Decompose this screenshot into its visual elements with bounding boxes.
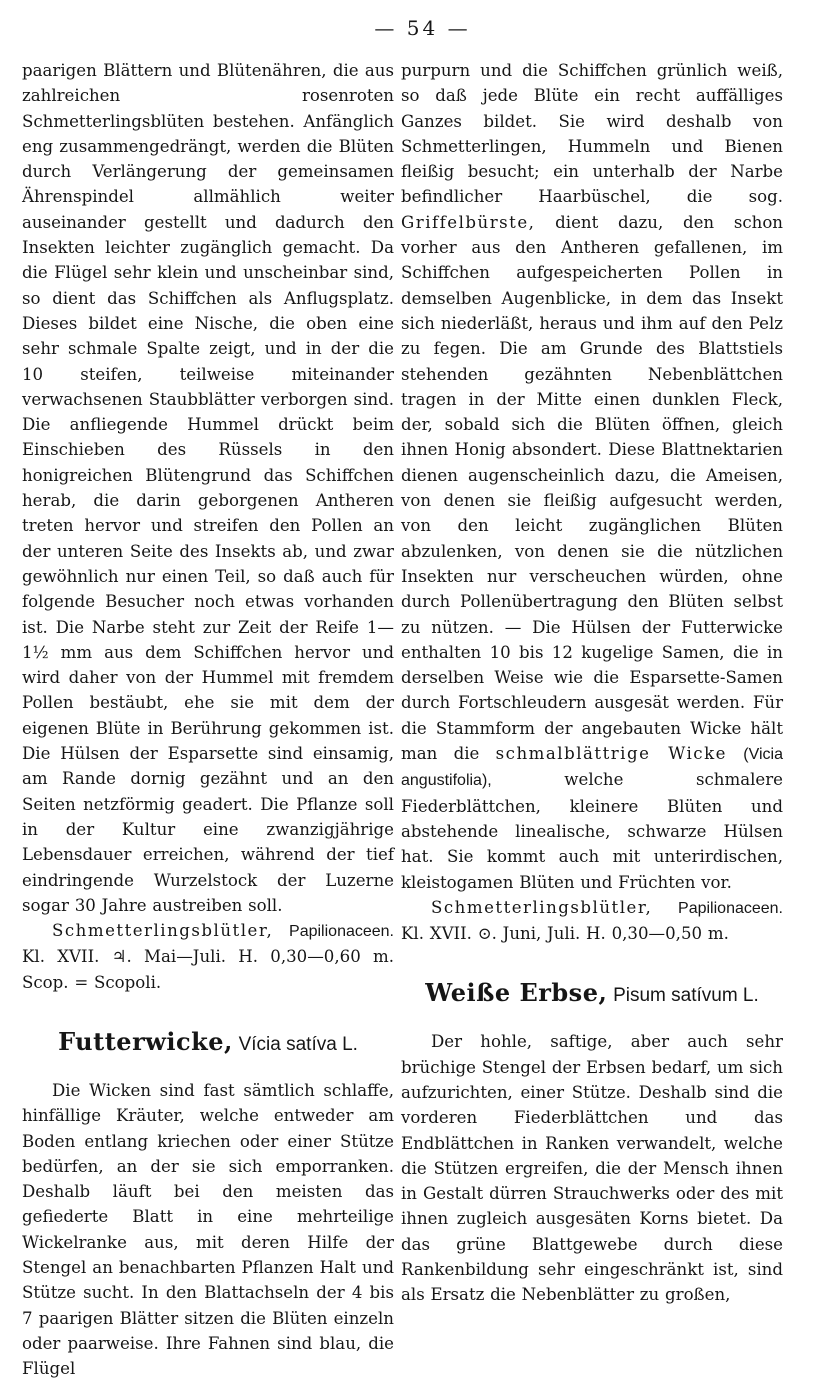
text-columns [22, 58, 783, 1382]
left-classification [22, 918, 394, 995]
right-text-a: purpurn und die Schiffchen grünlich weiß, so daß jede Blüte ein recht auffälliges Ganzes bildet. Sie wird deshalb von Schmetterlingen, Hummeln und Bienen fleißig besucht; ein unterhalb der Narbe befindlicher Haarbüschel, die sog. [401, 61, 783, 207]
right-text-b: dient dazu, den schon vorher aus den Antheren gefallenen, im Schiffchen aufgespeicherten Pollen in demselben Augenblicke, in dem das Insekt sich niederläßt, heraus und ihm auf den Pelz zu fegen. Die am Grunde des Blattstiels stehenden gezähnten Nebenblättchen tragen in der Mitte einen dunklen Fleck, der, sobald sich die Blüten öffnen, gleich ihnen Honig absondert. Diese Blattnektarien dienen augenscheinlich dazu, die Ameisen, von denen sie fleißig aufgesucht werden, von den leicht zugänglichen Blüten abzulenken, von denen sie die nützlichen Insekten nur verscheuchen würden, ohne durch Pollenübertragung den Blüten selbst zu nützen. — Die Hülsen der Futterwicke enthalten 10 bis 12 kugelige Samen, die in derselben Weise wie die Esparsette-Samen durch Fortschleudern ausgesät werden. Für die Stammform der angebauten Wicke hält man die [401, 212, 783, 764]
right-column [401, 58, 783, 1382]
right-latin-vicia-angustifolia: (Vicia angustifolia), [401, 746, 783, 790]
right-family-latin: Papilionaceen. [678, 899, 783, 917]
left-family-latin: Papilionaceen. [289, 923, 394, 941]
right-term-schmalblaettrige-wicke: schmalblättrige Wicke [495, 744, 727, 764]
section-heading-futterwicke [22, 1027, 394, 1060]
heading-title: Weiße Erbse, [425, 978, 608, 1008]
right-paragraph-1 [401, 58, 783, 895]
right-term-griffelbuerste: Griffelbürste, [401, 212, 536, 232]
right-text-c: welche schmalere Fiederblättchen, kleinere Blüten und abstehende linealische, schwarze Hülsen hat. Sie kommt auch mit unterirdischen, kleistogamen Blüten und Früchten vor. [401, 770, 783, 892]
heading-title: Futterwicke, [58, 1026, 233, 1056]
right-classification [401, 895, 783, 947]
left-family-name: Schmetterlingsblütler, [52, 921, 274, 941]
right-paragraph-3: Der hohle, saftige, aber auch sehr brüchige Stengel der Erbsen bedarf, um sich aufzurichten, einer Stütze. Deshalb sind die vorderen Fiederblättchen und das Endblättchen in Ranken verwandelt, welche die Stützen ergreifen, die der Mensch ihnen in Gestalt dürren Strauchwerks oder des mit ihnen zugleich ausgesäten Korns bietet. Da das grüne Blattgewebe durch diese Rankenbildung sehr eingeschränkt ist, sind als Ersatz die Nebenblätter zu großen, [401, 1032, 783, 1305]
left-column [22, 58, 394, 1382]
left-paragraph-1: paarigen Blättern und Blütenähren, die aus zahlreichen rosenroten Schmetterlingsblüten bestehen. Anfänglich eng zusammengedrängt, werden die Blüten durch Verlängerung der gemeinsamen Ährenspindel allmählich weiter auseinander gestellt und dadurch den Insekten leichter zugänglich gemacht. Da die Flügel sehr klein und unscheinbar sind, so dient das Schiffchen als Anflugsplatz. Dieses bildet eine Nische, die oben eine sehr schmale Spalte zeigt, und in der die 10 steifen, teilweise miteinander verwachsenen Staubblätter verborgen sind. Die anfliegende Hummel drückt beim Einschieben des Rüssels in den honigreichen Blütengrund das Schiffchen herab, die darin geborgenen Antheren treten hervor und streifen den Pollen an der unteren Seite des Insekts ab, und zwar gewöhnlich nur einen Teil, so daß auch für folgende Besucher noch etwas vorhanden ist. Die Narbe steht zur Zeit der Reife 1—1½ mm aus dem Schiffchen hervor und wird daher von der Hummel mit fremdem Pollen bestäubt, ehe sie mit dem der eigenen Blüte in Berührung gekommen ist. Die Hülsen der Esparsette sind einsamig, am Rande dornig gezähnt und an den Seiten netzförmig geadert. Die Pflanze soll in der Kultur eine zwanzigjährige Lebensdauer erreichen, während der tief eindringende Wurzelstock der Luzerne sogar 30 Jahre austreiben soll. [22, 61, 394, 915]
right-family-name: Schmetterlingsblütler, [431, 897, 653, 917]
page-number: — 54 — [374, 16, 471, 40]
heading-latin-name: Pisum satívum L. [613, 985, 759, 1007]
right-classification-details: Kl. XVII. ⊙. Juni, Juli. H. 0,30—0,50 m. [401, 924, 729, 944]
heading-latin-name: Vícia satíva L. [238, 1033, 358, 1055]
left-classification-details: Kl. XVII. ♃. Mai—Juli. H. 0,30—0,60 m. Scop. = Scopoli. [22, 947, 394, 992]
left-paragraph-3: Die Wicken sind fast sämtlich schlaffe, hinfällige Kräuter, welche entweder am Boden entlang kriechen oder einer Stütze bedürfen, an der sie sich emporranken. Deshalb läuft bei den meisten das gefiederte Blatt in eine mehrteilige Wickelranke aus, mit deren Hilfe der Stengel an benachbarten Pflanzen Halt und Stütze sucht. In den Blattachseln der 4 bis 7 paarigen Blätter sitzen die Blüten einzeln oder paarweise. Ihre Fahnen sind blau, die Flügel [22, 1080, 394, 1379]
section-heading-weisse-erbse [401, 978, 783, 1011]
